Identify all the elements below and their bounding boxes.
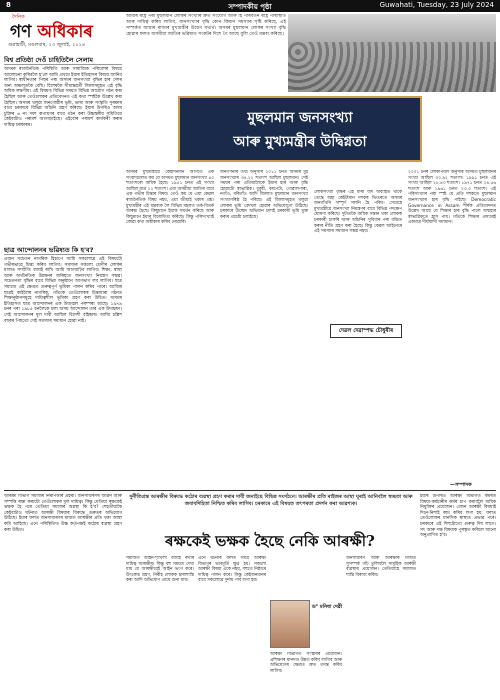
article2-column: সমাজত আইন-শৃংখলা বজাই ৰখাৰ দায়িত্ব আৰক্ষীৰ। কিন্তু বহু সময়ত দেখা যায় যে আৰক্ষীয়েই আইন ভংগ কৰে। উৎকোচ গ্ৰহণ, নিৰীহ লোকক হাৰাশাস্তি কৰা আদি অভিযোগ প্ৰায়ে শুনা যায়। bbox=[126, 556, 194, 584]
left-column-text: অসমৰ ৰাজনৈতিক পৰিস্থিতি আৰু সামাজিক পৰিবেশৰ বিষয়ে আলোচনা কৰিবলৈ হ'লে আমি প্ৰথমে ইয়াৰ ইতিহাসৰ বিষয়ে জানিব লাগিব। স্বাধীনতাৰ পিছৰ পৰা অসমৰ জনসংখ্যা বৃদ্ধিৰ হাৰ দেশৰ অন্য অঞ্চলতকৈ বেছি। বিশেষকৈ সীমান্তৱৰ্তী জিলাসমূহত এই বৃদ্ধি অধিক লক্ষণীয়। এই বিষয়ত বিভিন্ন সময়ত বিভিন্ন আয়োগ গঠন কৰা হৈছিল আৰু তেওঁলোকৰ প্ৰতিবেদনত এই কথা স্পষ্টকৈ উল্লেখ কৰা হৈছিল। অসমৰ থলুৱা জনগোষ্ঠীৰ ভূমি, ভাষা আৰু সংস্কৃতি সুৰক্ষাৰ বাবে চৰকাৰে বিভিন্ন আঁচনি গ্ৰহণ কৰিছে। ইয়াৰ উপৰিও অসম চুক্তিৰ ৬ নং দফা ৰূপায়ণৰ বাবে গঠন কৰা উচ্চস্তৰীয় সমিতিয়ে কেইবাটাও পৰামৰ্শ আগবঢ়াইছে। এইবোৰ পৰামৰ্শ কাৰ্যকৰী কৰাৰ দায়িত্ব চৰকাৰৰ। bbox=[4, 67, 122, 128]
author-photo bbox=[270, 600, 310, 648]
mid-column bbox=[4, 246, 122, 486]
mid-column-text: এজন সচেতন নাগৰিক হিচাপে আমি সকলোৱে এই বিষয়টো গভীৰভাৱে চিন্তা কৰিব লাগিব। সমাজৰ সকলো শ্ৰেণীৰ লোকৰ মাজত সম্প্ৰীতি বজাই ৰাখি আমি আগবাঢ়িব লাগিব। শিক্ষা, স্বাস্থ্য আৰু অৰ্থনৈতিক উন্নয়নৰ জৰিয়তে জনসংখ্যা নিয়ন্ত্ৰণ সম্ভৱ। সচেতনতা বৃদ্ধিৰ বাবে বিভিন্ন অনুষ্ঠানে আগভাগ লব লাগিব। ছাত্ৰ সমাজে এই ক্ষেত্ৰত গুৰুত্বপূৰ্ণ ভূমিকা পালন কৰিব পাৰে। আজিৰ ছাত্ৰই কাইলৈৰ নাগৰিক, গতিকে তেওঁলোকৰ চিন্তাধাৰা গঠনত শিক্ষানুষ্ঠানসমূহে দায়িত্বশীল ভূমিকা গ্ৰহণ কৰা উচিত। অসমৰ ইতিহাসত ছাত্ৰ আন্দোলনৰ এক উজ্জ্বল পৰম্পৰা আছে। ১৯৭৯ চনৰ পৰা ১৯৮৫ চনলৈকে চলা অসম আন্দোলন তাৰ এক উদাহৰণ। সেই আন্দোলনৰ মূল দাবী আছিল বিদেশী বহিষ্কাৰ। আজি চল্লিশ বছৰৰ পিছতো সেই সমস্যাৰ সমাধান হোৱা নাই। bbox=[4, 257, 122, 324]
section-title: সম্পাদকীয় পৃষ্ঠা bbox=[228, 3, 272, 11]
article-column: অসমৰ মুখ্যমন্ত্ৰীয়ে কেইদিনমান আগতে এক সংবাদমেলত কয় যে অসমত মুছলমান জনসংখ্যা ৪০ শতাংশৰো অধিক হৈছে। ১৯৫১ চনত এই সংখ্যা আছিল মাত্ৰ ১২ শতাংশ। এয়া অসমীয়া জাতিৰ বাবে এক গভীৰ চিন্তাৰ বিষয়। তেওঁ কয় যে এয়া কেৱল ৰাজনৈতিক বিষয় নহয়, এয়া জীয়াই থকাৰ প্ৰশ্ন। মুখ্যমন্ত্ৰীৰ এই মন্তব্যক লৈ বিভিন্ন মহলত তৰ্ক-বিতৰ্ক আৰম্ভ হৈছে। কিছুমানে ইয়াক সমৰ্থন কৰিছে আৰু কিছুমানে ইয়াৰ বিৰোধিতা কৰিছে। কিন্তু পৰিসংখ্যাই কোৱা কথা অস্বীকাৰ কৰিব নোৱাৰি। bbox=[126, 170, 214, 226]
bottom-left-column: আৰক্ষী বিভাগ সমাজৰ নিৰাপত্তাৰ প্ৰহৰী। জনসাধাৰণৰ জীৱন আৰু সম্পত্তি ৰক্ষা কৰাটো তেওঁলোকৰ মূল দায়িত্ব। কিন্তু যেতিয়া ৰক্ষকেই ভক্ষক হৈ পৰে তেতিয়া সমাজৰ অৱস্থা কি হ'ব? শেহতীয়াকৈ কেইবাটাও ঘটনাত আৰক্ষী বিষয়াৰ বিৰুদ্ধে গুৰুতৰ অভিযোগ উঠিছে। ইয়াৰ ফলত জনসাধাৰণৰ মাজত আৰক্ষীৰ প্ৰতি থকা আস্থা কমি আহিছে। এনে পৰিস্থিতিত উচ্চ কৰ্তৃপক্ষই কঠোৰ ব্যৱস্থা গ্ৰহণ কৰা উচিত। bbox=[4, 494, 122, 533]
logo-part2: অধিকাৰ bbox=[37, 22, 93, 42]
top-bar bbox=[0, 0, 500, 12]
masthead bbox=[4, 14, 122, 54]
crowd-photo bbox=[288, 14, 496, 92]
author-name: ড° মনিষা দেৱী bbox=[312, 604, 343, 610]
article-column: ২০০১ চনৰ লোকপিয়ল অনুসৰি অসমত মুছলমানৰ সংখ্যা আছিল ৩০.৯২ শতাংশ। ১৯৯১ চনত এই সংখ্যা আছিল ২৮.৪৩ শতাংশ। ১৯৭১ চনত ২৪.৫৬ শতাংশ আৰু ১৯৬১ চনত ২৩.৩ শতাংশ। এই পৰিসংখ্যাৰ পৰা স্পষ্ট যে প্ৰতি দশকতে মুছলমান জনসংখ্যাৰ হাৰ বৃদ্ধি পাইছে। Democratic Governance in Assam শীৰ্ষক প্ৰতিবেদনত উল্লেখ আছে যে শিক্ষাৰ হাৰ বৃদ্ধি পালে জন্মহাৰ স্বাভাৱিকতে হ্ৰাস পায়। গতিকে শিক্ষাৰ প্ৰসাৰেই একমাত্ৰ দীৰ্ঘম্যাদী সমাধান। bbox=[408, 170, 496, 226]
mid-column-heading: ছাত্ৰ আন্দোলনৰ ভৱিষ্যত কি হ'ব? bbox=[4, 246, 122, 255]
page-number: 8 bbox=[6, 1, 11, 9]
second-headline: ৰক্ষকেই ভক্ষক হৈছে নেকি আৰক্ষী? bbox=[165, 532, 375, 550]
article2-column: জনসাধাৰণ আৰু আৰক্ষীৰ মাজত সুসম্পৰ্ক গঢ়ি তুলিবলৈ সামূহিক আৰক্ষী ব্যৱস্থাৰ প্ৰয়োজন। তেতিয়াহে সমাজত শান্তি বিৰাজ কৰিব। bbox=[346, 556, 416, 578]
pull-box: দেৱল দেৱাস্পদ্ধ চৌধুৰীৰ bbox=[330, 324, 402, 338]
editorial-intro: আমাৰ ৰাষ্ট্ৰ পৰা মুছলমান লোকৰ সংখ্যাৰ দ্ৰুত সংযোগ আৰু হি পৰিবৰ্তন ৰাষ্ট্ৰ পৰিস্থিতি আৰু দায়িত্ব কৰিব লাগিব, জনসংখ্যাৰ বৃদ্ধি কোন কিমান সমস্যাৰ সৃষ্টি কৰিছে, এই সম্পৰ্কত আমাৰ ৰাজ্যৰ মুখ্যমন্ত্ৰীৰ উদ্বেগ যথাৰ্থ। অসমৰ মুছলমান লোকৰ সংখ্যা বৃদ্ধি হোৱাৰ ফলত অসমীয়া জাতিৰ ভৱিষ্যত সংকটৰ দিশে গৈ আছে বুলি তেওঁ মন্তব্য কৰিছে। bbox=[126, 14, 286, 37]
issue-date: Guwahati, Tuesday, 23 July 2024 bbox=[379, 1, 494, 9]
headline-line2: আৰু মুখ্যমন্ত্ৰীৰ উদ্বিগ্নতা bbox=[233, 134, 367, 150]
left-column bbox=[4, 56, 122, 244]
masthead-date: গুৱাহাটী, মঙলবাৰ, ২৩ জুলাই, ২০২৪ bbox=[8, 42, 86, 48]
article-column: লোকসংখ্যা বৃদ্ধিৰ এই ধাৰা যদি অব্যাহত থাকে তেন্তে অহা কেইটামান দশকৰ ভিতৰতে অসমৰ জনগাঁথনি সম্পূৰ্ণ সলনি হৈ পৰিব। সেয়েহে মুখ্যমন্ত্ৰীয়ে জনসংখ্যা নিয়ন্ত্ৰণৰ বাবে বিভিন্ন পদক্ষেপ ঘোষণা কৰিছে। দুটাতকৈ অধিক সন্তান থকা লোকক চৰকাৰী চাকৰি আৰু আঁচনিৰ সুবিধাৰ পৰা বঞ্চিত কৰাৰ নীতি গ্ৰহণ কৰা হৈছে। কিন্তু কেৱল আইনেৰে এই সমস্যাৰ সমাধান সম্ভৱ নহয়। bbox=[314, 190, 402, 235]
masthead-tagline: দৈনিক bbox=[12, 14, 25, 20]
left-column-heading: বিশ্ব প্ৰতিষ্ঠা দেওঁ চাহিতিলৈ সেলাম bbox=[4, 56, 122, 65]
article-quote: দুৰ্নীতিগ্ৰস্ত আৰক্ষীৰ বিৰুদ্ধে কঠোৰ ব্যৱস্থা গ্ৰহণ কৰাৰ দাবী জনাইছে বিভিন্ন সংগঠনে। আৰক্ষীৰ প্ৰতি ৰাইজৰ আস্থা ঘূৰাই আনিবলৈ স্বচ্ছতা আৰু জবাবদিহিতা নিশ্চিত কৰিব লাগিব। চৰকাৰে এই বিষয়ত তৎপৰতা প্ৰদৰ্শন কৰা আৱশ্যক। bbox=[129, 494, 413, 507]
logo-part1: গণ bbox=[10, 22, 32, 42]
editorial-signature: —সম্পাদক bbox=[450, 482, 472, 488]
section-divider bbox=[4, 490, 496, 491]
article-body bbox=[126, 170, 496, 486]
main-headline-box bbox=[178, 96, 422, 162]
article2-column: আৰক্ষী বিভাগত সংস্কাৰৰ প্ৰয়োজন। প্ৰশিক্ষণৰ মানদণ্ড উন্নত কৰিব লাগিব আৰু অভিযোগৰ ক্ষেত্ৰত দ্ৰুত তদন্ত কৰিব লাগিব। bbox=[270, 652, 342, 674]
headline-line1: মুছলমান জনসংখ্যা bbox=[247, 110, 353, 126]
article2-column: এনে ঘটনাৰ ফলত সমগ্ৰ আৰক্ষী বিভাগৰ ভাবমূৰ্তি ক্ষুণ্ণ হয়। সকলো আৰক্ষী বিষয়া একে নহয়, বহুতে নিষ্ঠাৰে দায়িত্ব পালন কৰে। কিন্তু কেইজনমানৰ বাবে সকলোৱে দুৰ্নাম পাব লগা হয়। bbox=[198, 556, 266, 584]
bottom-right-column: ইয়াৰ উপৰিও আৰক্ষী বিভাগত কৰ্মৰত বিষয়া-কৰ্মচাৰীৰ কৰ্মৰ চাপ কমাবলৈ অধিক নিযুক্তিৰ প্ৰয়োজন। এজন আৰক্ষী বিষয়াই দিনে-নিশাই কাম কৰিব লগা হয়, ফলত তেওঁলোকৰ মানসিক স্বাস্থ্যত প্ৰভাৱ পৰে। চৰকাৰে এই দিশটোতো গুৰুত্ব দিব লাগে। সৎ আৰু দক্ষ বিষয়াক পুৰস্কৃত কৰিলে আনো অনুপ্ৰাণিত হ'ব। bbox=[420, 494, 496, 539]
article-column: জনগণনাৰ তথ্য অনুসৰি ২০১১ চনত অসমৰ মুঠ জনসংখ্যাৰ ৩৪.২২ শতাংশ আছিল মুছলমান। সেই সময়ৰ পৰা এতিয়ালৈকে ইয়াৰ হাৰ আৰু বৃদ্ধি হোৱাটো স্বাভাৱিক। ধুবুৰী, বৰপেটা, গোৱালপাৰা, নগাঁও, মৰিগাঁও আদি জিলাত মুছলমান জনসংখ্যা সংখ্যাগৰিষ্ঠ হৈ পৰিছে। এই জিলাসমূহত থলুৱা লোকৰ ভূমি বেদখল হোৱাৰ অভিযোগো উঠিছে। চৰকাৰে উচ্ছেদ অভিযান চলাই চৰকাৰী ভূমি মুক্ত কৰাৰ প্ৰচেষ্টা চলাইছে। bbox=[220, 170, 308, 220]
